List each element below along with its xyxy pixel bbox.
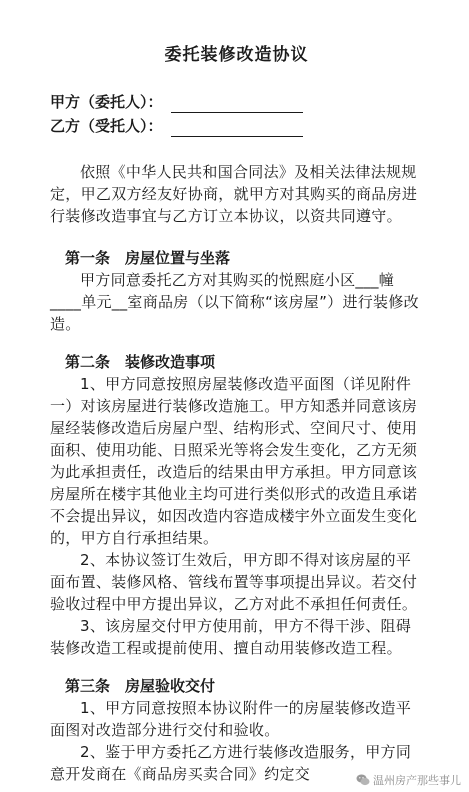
party-b-blank bbox=[171, 120, 303, 137]
section-3-paragraph-2: 2、鉴于甲方委托乙方进行装修改造服务，甲方同意开发商在《商品房买卖合同》约定交 bbox=[50, 743, 412, 783]
document-title: 委托装修改造协议 bbox=[164, 45, 309, 65]
party-a-label: 甲方（委托人）： bbox=[50, 93, 163, 111]
section-2-paragraph-2: 2、本协议签订生效后，甲方即不得对该房屋的平面布置、装修风格、管线布置等事项提出异议。若交付验收过程中甲方提出异议，乙方对此不承担任何责任。 bbox=[50, 551, 418, 613]
party-a-row bbox=[50, 91, 423, 113]
wechat-icon bbox=[356, 773, 370, 787]
intro-paragraph: 依照《中华人民共和国合同法》及相关法律法规规定，甲乙双方经友好协商，就甲方对其购买的商品房进行装修改造事宜与乙方订立本协议，以资共同遵守。 bbox=[50, 163, 418, 225]
section-2-paragraph-1: 1、甲方同意按照房屋装修改造平面图（详见附件一）对该房屋进行装修改造施工。甲方知悉并同意该房屋经装修改造后房屋户型、结构形式、空间尺寸、使用面积、使用功能、日照采光等将会发生变化，乙方无须为此承担责任，改造后的结果由甲方承担。甲方同意该房屋所在楼宇其他业主均可进行类似形式的改造且承诺不会提出异议，如因改造内容造成楼宇外立面发生变化的，甲方自行承担结果。 bbox=[50, 375, 418, 547]
section-3-paragraph-1: 1、甲方同意按照本协议附件一的房屋装修改造平面图对改造部分进行交付和验收。 bbox=[50, 699, 412, 739]
section-2-title: 第二条 装修改造事项 bbox=[65, 353, 216, 371]
party-b-row bbox=[50, 115, 423, 137]
party-b-label: 乙方（受托人）： bbox=[50, 117, 163, 135]
section-1-title: 第一条 房屋位置与坐落 bbox=[65, 249, 231, 267]
section-3-title: 第三条 房屋验收交付 bbox=[65, 677, 216, 695]
watermark bbox=[356, 772, 461, 788]
party-a-blank bbox=[171, 96, 303, 113]
watermark-text: 温州房产那些事儿 bbox=[373, 774, 461, 787]
section-1-paragraph-1: 甲方同意委托乙方对其购买的悦熙庭小区___幢____单元__室商品房（以下简称“该房屋”）进行装修改造。 bbox=[50, 271, 419, 333]
section-2-paragraph-3: 3、该房屋交付甲方使用前，甲方不得干涉、阻碍装修改造工程或提前使用、擅自动用装修改造工程。 bbox=[50, 617, 412, 657]
